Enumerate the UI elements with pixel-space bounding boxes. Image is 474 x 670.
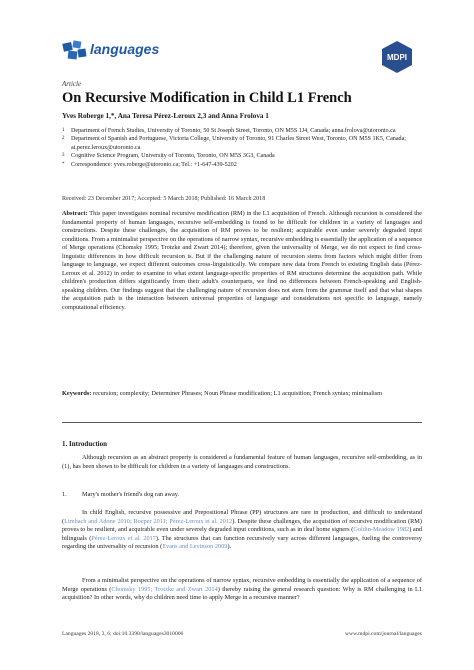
affiliation-text: Cognitive Science Program, University of Toronto, Toronto, ON M5S 3G3, Canada [71,153,275,160]
paragraph-text: From a minimalist perspective on the operations of narrow syntax, recursive embedding is essentially the application of a sequence of Merge operations ( [62,577,422,593]
citation-link[interactable]: Limbach and Adone 2010; Roeper 2011; Pérez-Leroux et al. 2012 [64,517,233,525]
section-heading: 1. Introduction [62,440,107,448]
keywords [62,390,422,399]
example-text: Mary's mother's friend's dog ran away. [82,491,180,498]
journal-logo-icon [62,40,88,62]
paragraph-text: ). [227,543,232,551]
citation-link[interactable]: Goldin-Meadow 1982 [353,526,410,534]
abstract [62,210,422,313]
citation-link[interactable]: Evans and Levinson 2009 [162,543,228,551]
affiliation-number: * [62,161,65,167]
abstract-label: Abstract: [62,210,88,217]
paragraph-text: ) and bilinguals ( [62,526,423,542]
paragraph-text: In child English, recursive possessive and Prepositional Phrase (PP) structures are rare in production, and difficult to understand ( [62,509,422,525]
journal-header [62,40,422,70]
paper-title: On Recursive Modification in Child L1 French [62,90,352,106]
publication-dates: Received: 23 December 2017; Accepted: 5 March 2018; Published: 16 March 2018 [62,196,266,202]
affiliation-text: Department of French Studies, University of Toronto, 50 St Joseph Street, Toronto, ON M5S 1J4, Canada; anna.frolova@utoronto.ca [71,128,396,134]
footer-journal-url[interactable]: www.mdpi.com/journal/languages [344,631,422,637]
affiliation-item [62,127,422,135]
author-list: Yves Roberge 1,*, Ana Teresa Pérez-Leroux 2,3 and Anna Frolova 1 [62,112,269,120]
section-divider [62,422,422,423]
paragraph-text: ). Despite these challenges, the acquisition of recursive modification (RM) proves to be resilient, and acquirable even under severely degraded input conditions, such as in deaf home signers ( [62,517,422,534]
correspondence-text: Correspondence: yves.roberge@utoronto.ca; Tel.: +1-647-439-5202 [71,161,237,168]
page-footer [62,631,422,641]
citation-link[interactable]: Chomsky 1995; Trotzke and Zwart 2014 [111,585,218,593]
example-sentence [62,491,179,498]
example-number: 1. [62,491,67,498]
affiliation-item [62,152,422,160]
affiliation-number: 3 [62,153,65,159]
affiliation-item [62,135,422,152]
paragraph-text: ) thereby raising the general research question: Why is RM challenging in L1 acquisition? In other words, why do children need time to apply Merge in a recursive manner? [62,585,423,602]
journal-name: languages [90,41,160,57]
intro-paragraph-2 [62,509,422,552]
mdpi-logo-text: MDPI [387,53,407,62]
keywords-label: Keywords: [62,390,92,397]
affiliation-number: 2 [62,136,65,142]
keywords-text: recursion; complexity; Determiner Phrases; Noun Phrase modification; L1 acquisition; French syntax; minimalism [92,390,383,397]
paragraph-text: ). The structures that can function recursively vary across different languages, fueling the controversy regarding the universality of recursion ( [62,534,422,551]
footer-citation: Languages 2018, 3, 6; doi:10.3390/languages3010006 [62,631,184,637]
article-type: Article [62,80,82,88]
citation-link[interactable]: Pérez-Leroux et al. 2017 [91,534,156,542]
abstract-text: This paper investigates nominal recursive modification (RM) in the L1 acquisition of French. Although recursion is considered the fundamental property of human languages, recursive self-embedding is found to be difficult for children in a variety of languages and constructions. Despite these challenges, the acquisition of RM proves to be resilient; acquirable even under severely degraded input conditions. From a minimalist perspective on the operations of narrow syntax, recursive embedding is essentially the application of a sequence of Merge operations (Chomsky 1995; Trotzke and Zwart 2014); therefore, given the universality of Merge, we do not expect to find cross-linguistic differences in how difficult recursion is. But if the challenging nature of recursion stems from factors which might differ from language to language, we expect different outcomes cross-linguistically. We compare new data from French to existing English data (Pérez-Leroux et al. 2012) in order to examine to what extent language-specific properties of RM structures determine the acquisition path. While children's production differs significantly from their adult's counterparts, we find no differences between French-speaking and English-speaking children. Our findings suggest that the challenging nature of recursion does not stem from the grammar itself and that what shapes the acquisition path is the interaction between universal properties of language and considerations not specific to language, namely computational efficiency. [62,210,422,312]
affiliation-number: 1 [62,128,65,133]
affiliations [62,127,422,169]
intro-paragraph-3 [62,577,422,603]
intro-paragraph-1: Although recursion as an abstract property is considered a fundamental feature of human languages, recursive self-embedding, as in (1), has been shown to be difficult for children in a variety of languages and constructions. [62,454,422,470]
affiliation-text: Department of Spanish and Portuguese, Victoria College, University of Toronto, 91 Charles Street West, Toronto, ON M5S 1K5, Canada; at.perez.leroux@utoronto.ca [71,136,406,151]
affiliation-item [62,161,422,169]
mdpi-logo-icon [380,40,414,74]
